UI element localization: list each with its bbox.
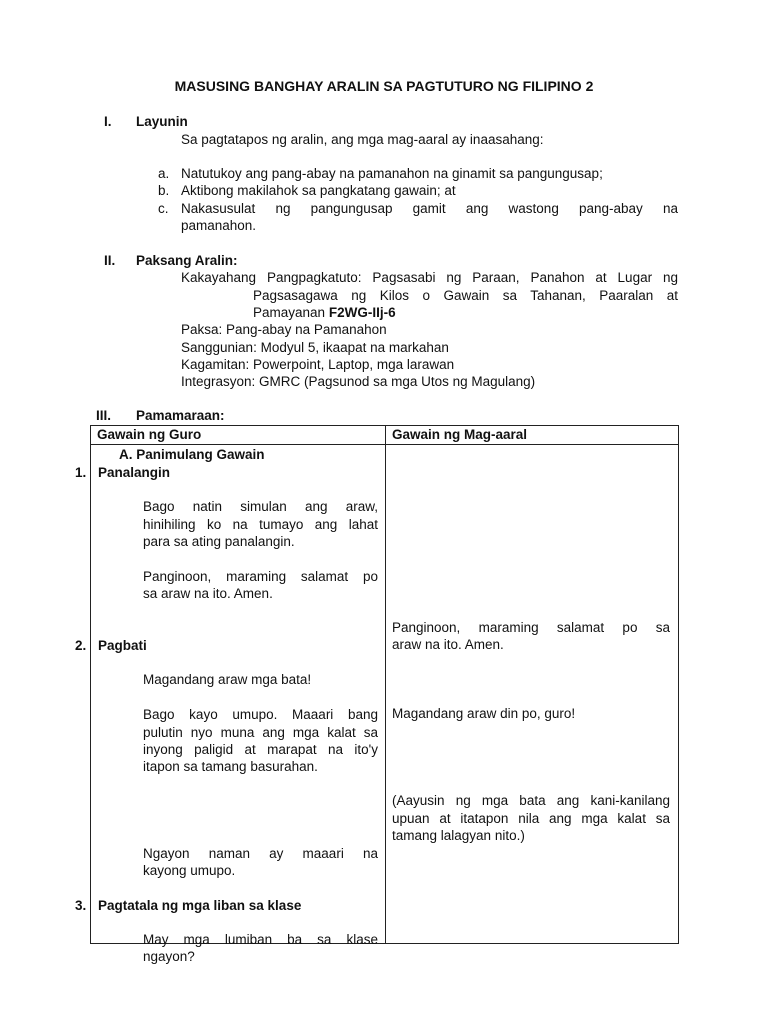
- document-title: MASUSING BANGHAY ARALIN SA PAGTUTURO NG FILIPINO 2: [174, 78, 594, 94]
- section-1-heading: Layunin: [136, 114, 188, 129]
- objective-a-marker: a.: [158, 166, 170, 181]
- competency-code: F2WG-IIj-6: [328, 305, 396, 320]
- step-2-number: 2.: [75, 638, 87, 653]
- teacher-amen-line2: sa araw na ito. Amen.: [143, 586, 273, 601]
- competency-line1: Kakayahang Pangpagkatuto: Pagsasabi ng Paraan, Panahon at Lugar ng: [181, 270, 678, 285]
- student-cleanup-line2: upuan at itatapon nila ang mga kalat sa: [392, 811, 670, 826]
- integrasyon-line: Integrasyon: GMRC (Pagsunod sa mga Utos ng Magulang): [181, 374, 536, 389]
- competency-line3: [253, 304, 396, 322]
- teacher-amen-line1: Panginoon, maraming salamat po: [143, 569, 378, 584]
- competency-line2: Pagsasagawa ng Kilos o Gawain sa Tahanan, Paaralan at: [253, 288, 678, 303]
- teacher-sit-line2: kayong umupo.: [143, 863, 236, 878]
- subsection-heading: A. Panimulang Gawain: [119, 447, 265, 462]
- teacher-activity-cell: [75, 445, 386, 964]
- teacher-cleanup-line1: Bago kayo umupo. Maaari bang: [143, 707, 378, 722]
- student-activity-cell: [386, 445, 679, 944]
- step-3-title: Pagtatala ng mga liban sa klase: [98, 898, 302, 913]
- objective-b-text: Aktibong makilahok sa pangkatang gawain; at: [181, 183, 456, 198]
- objective-c-text-line2: pamanahon.: [181, 218, 257, 233]
- teacher-attendance-line2: ngayon?: [143, 949, 195, 964]
- section-3-heading: Pamamaraan:: [136, 408, 225, 423]
- section-1-numeral: I.: [104, 114, 112, 129]
- step-2-title: Pagbati: [98, 638, 147, 653]
- section-2-heading: Paksang Aralin:: [136, 253, 238, 268]
- procedure-table: [75, 425, 679, 964]
- student-amen-line2: araw na ito. Amen.: [392, 637, 504, 652]
- student-cleanup-line3: tamang lalagyan nito.): [392, 828, 525, 843]
- sanggunian-line: Sanggunian: Modyul 5, ikaapat na markahan: [181, 340, 449, 355]
- objective-b-marker: b.: [158, 183, 170, 198]
- teacher-prayer-line1: Bago natin simulan ang araw,: [143, 499, 378, 514]
- teacher-column-header: Gawain ng Guro: [91, 426, 386, 445]
- objective-a-text: Natutukoy ang pang-abay na pamanahon na ginamit sa pangungusap;: [181, 166, 603, 181]
- objective-c-marker: c.: [158, 201, 169, 216]
- teacher-greeting: Magandang araw mga bata!: [143, 672, 312, 687]
- student-amen-line1: Panginoon, maraming salamat po sa: [392, 620, 670, 635]
- teacher-cleanup-line4: itapon sa tamang basurahan.: [143, 759, 318, 774]
- kagamitan-line: Kagamitan: Powerpoint, Laptop, mga larawan: [181, 357, 455, 372]
- student-greeting: Magandang araw din po, guro!: [392, 706, 576, 721]
- paksa-line: Paksa: Pang-abay na Pamanahon: [181, 322, 387, 337]
- section-3-numeral: III.: [96, 408, 112, 423]
- step-1-number: 1.: [75, 465, 87, 480]
- teacher-cleanup-line2: pulutin nyo muna ang mga kalat sa: [143, 725, 378, 740]
- step-1-title: Panalangin: [98, 465, 171, 480]
- step-3-number: 3.: [75, 898, 87, 913]
- teacher-sit-line1: Ngayon naman ay maaari na: [143, 846, 378, 861]
- teacher-cleanup-line3: inyong paligid at marapat na ito'y: [143, 742, 378, 757]
- section-1-intro: Sa pagtatapos ng aralin, ang mga mag-aaral ay inaasahang:: [181, 132, 544, 147]
- objective-c-text-line1: Nakasusulat ng pangungusap gamit ang wastong pang-abay na: [181, 201, 678, 216]
- teacher-prayer-line2: hinihiling ko na tumayo ang lahat: [143, 517, 378, 532]
- teacher-attendance-line1: May mga lumiban ba sa klase: [143, 932, 378, 947]
- section-2-numeral: II.: [104, 253, 116, 268]
- student-column-header: Gawain ng Mag-aaral: [386, 426, 679, 445]
- competency-line3-text: Pamayanan: [253, 305, 326, 320]
- student-cleanup-line1: (Aayusin ng mga bata ang kani-kanilang: [392, 793, 670, 808]
- teacher-prayer-line3: para sa ating panalangin.: [143, 534, 295, 549]
